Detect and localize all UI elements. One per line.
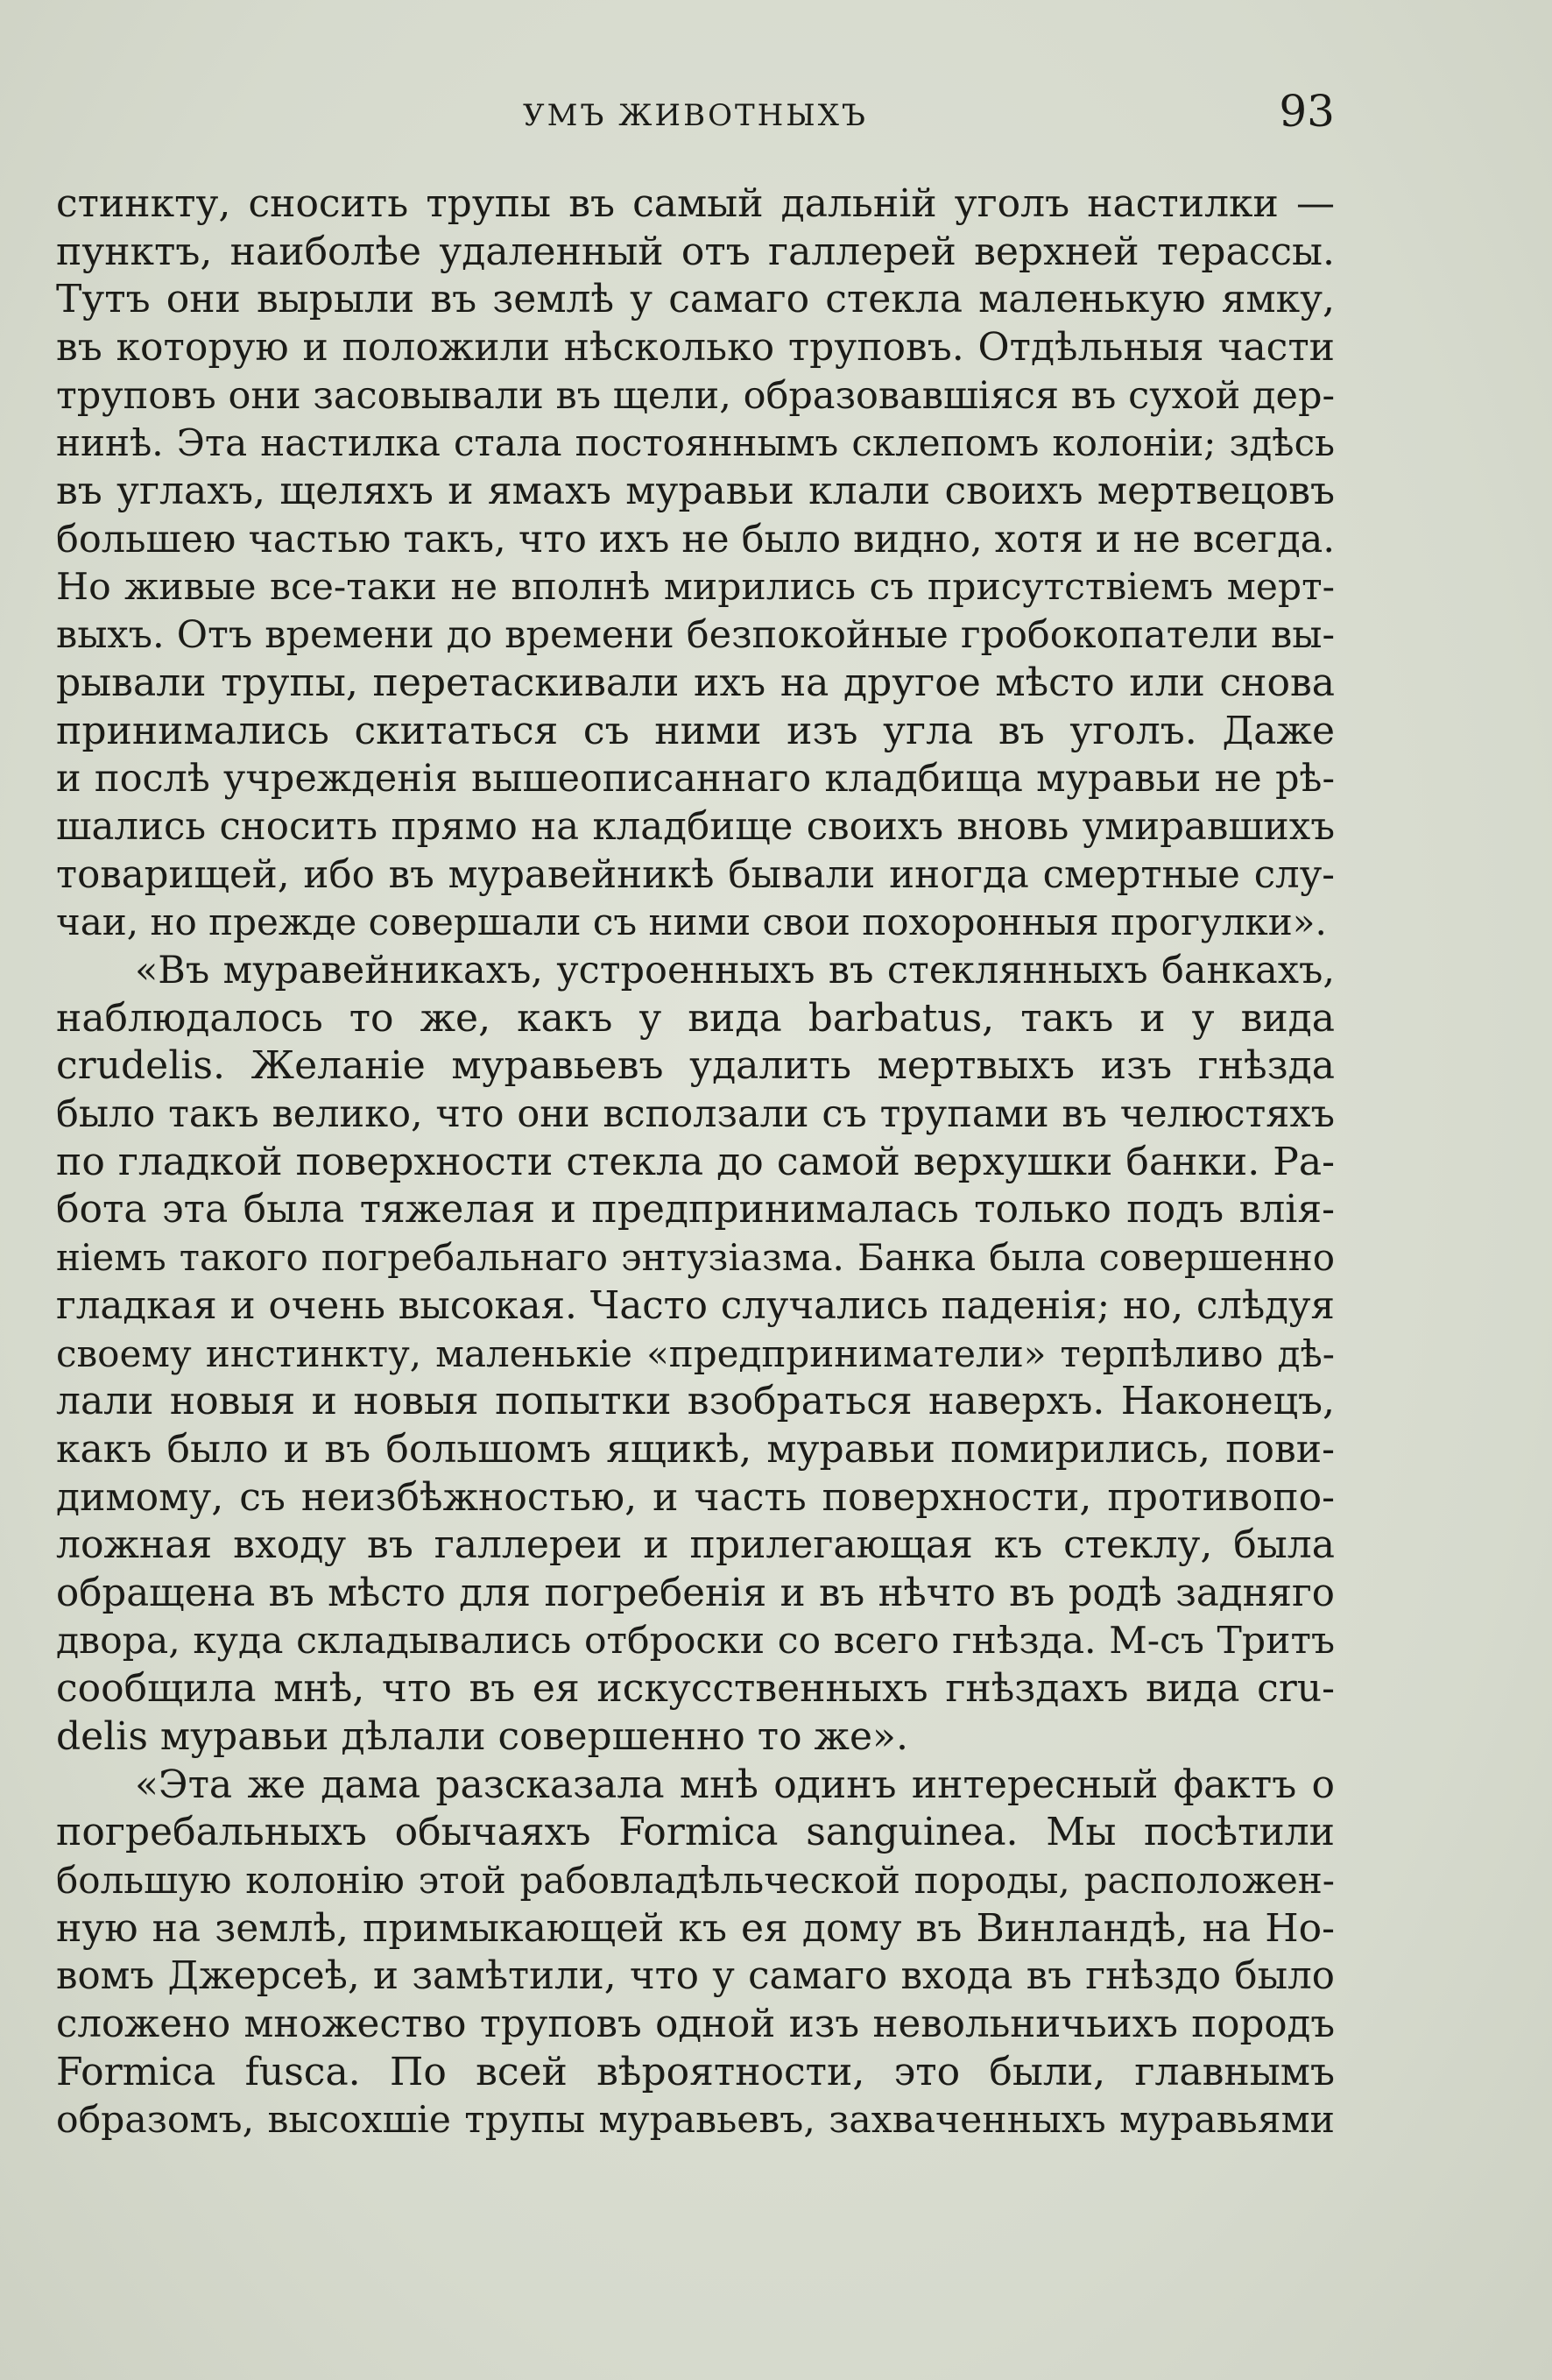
text-line: стинкту, сносить трупы въ самый дальній уголъ настилки — <box>56 181 1335 226</box>
text-line: ную на землѣ, примыкающей къ ея дому въ Винландѣ, на Но- <box>56 1905 1335 1951</box>
text-line: Тутъ они вырыли въ землѣ у самаго стекла маленькую ямку, <box>56 277 1335 322</box>
text-line: delis муравьи дѣлали совершенно то же». <box>56 1714 908 1759</box>
text-line: и послѣ учрежденія вышеописаннаго кладбища муравьи не рѣ- <box>56 757 1335 802</box>
text-line: шались сносить прямо на кладбище своихъ вновь умиравшихъ <box>56 804 1335 849</box>
text-line: образомъ, высохшіе трупы муравьевъ, захваченныхъ муравьями <box>56 2098 1335 2142</box>
text-line: crudelis. Желаніе муравьевъ удалить мертвыхъ изъ гнѣзда <box>56 1043 1335 1089</box>
text-line: ніемъ такого погребальнаго энтузіазма. Банка была совершенно <box>56 1236 1335 1280</box>
text-line: ложная входу въ галлереи и прилегающая къ стеклу, была <box>56 1522 1335 1568</box>
text-line: по гладкой поверхности стекла до самой верхушки банки. Ра- <box>56 1139 1335 1184</box>
text-line: рывали трупы, перетаскивали ихъ на другое мѣсто или снова <box>56 660 1335 705</box>
text-line: гладкая и очень высокая. Часто случались паденія; но, слѣдуя <box>56 1283 1335 1328</box>
text-line: димому, съ неизбѣжностью, и часть поверхности, противопо- <box>56 1474 1335 1520</box>
text-line: бота эта была тяжелая и предпринималась только подъ влія- <box>56 1187 1335 1232</box>
text-line: было такъ велико, что они всползали съ трупами въ челюстяхъ <box>56 1092 1335 1137</box>
running-title: УМЪ ЖИВОТНЫХЪ <box>523 98 868 133</box>
text-line: лали новыя и новыя попытки взобраться наверхъ. Наконецъ, <box>56 1379 1335 1424</box>
text-line: погребальныхъ обычаяхъ Formica sanguinea. Мы посѣтили <box>56 1810 1335 1855</box>
text-line: выхъ. Отъ времени до времени безпокойные гробокопатели вы- <box>56 613 1335 658</box>
text-line: Но живые все-таки не вполнѣ мирились съ присутствіемъ мерт- <box>56 565 1335 609</box>
text-line: нинѣ. Эта настилка стала постояннымъ склепомъ колоніи; здѣсь <box>56 421 1335 465</box>
text-line: двора, куда складывались отброски со всего гнѣзда. М-съ Тритъ <box>56 1619 1335 1663</box>
text-line: большую колонію этой рабовладѣльческой породы, расположен- <box>56 1859 1335 1903</box>
text-line: обращена въ мѣсто для погребенія и въ нѣчто въ родѣ задняго <box>56 1571 1335 1615</box>
text-line: въ углахъ, щеляхъ и ямахъ муравьи клали своихъ мертвецовъ <box>56 469 1335 514</box>
text-line: наблюдалось то же, какъ у вида barbatus, такъ и у вида <box>56 995 1335 1041</box>
text-line: какъ было и въ большомъ ящикѣ, муравьи помирились, пови- <box>56 1426 1335 1472</box>
text-line: труповъ они засовывали въ щели, образовавшіяся въ сухой дер- <box>56 373 1335 418</box>
text-line: большею частью такъ, что ихъ не было видно, хотя и не всегда. <box>56 517 1335 561</box>
text-line: «Эта же дама разсказала мнѣ одинъ интересный фактъ о <box>135 1762 1335 1807</box>
page-number: 93 <box>1279 86 1335 137</box>
page-header <box>56 86 1335 147</box>
text-line: принимались скитаться съ ними изъ угла въ уголъ. Даже <box>56 708 1335 753</box>
body-text <box>56 180 1335 2144</box>
text-line: въ которую и положили нѣсколько труповъ. Отдѣльныя части <box>56 325 1335 371</box>
text-line: пунктъ, наиболѣе удаленный отъ галлерей верхней терассы. <box>56 229 1335 274</box>
text-line: товарищей, ибо въ муравейникѣ бывали иногда смертные слу- <box>56 852 1335 897</box>
text-line: своему инстинкту, маленькіе «предприниматели» терпѣливо дѣ- <box>56 1331 1335 1375</box>
text-line: «Въ муравейникахъ, устроенныхъ въ стеклянныхъ банкахъ, <box>135 949 1335 992</box>
text-line: Formica fusca. По всей вѣроятности, это были, главнымъ <box>56 2049 1335 2094</box>
text-line: сложено множество труповъ одной изъ невольничьихъ породъ <box>56 2002 1335 2047</box>
text-line: чаи, но прежде совершали съ ними свои похоронныя прогулки». <box>56 900 1327 944</box>
text-line: сообщила мнѣ, что въ ея искусственныхъ гнѣздахъ вида cru- <box>56 1666 1335 1712</box>
text-line: вомъ Джерсеѣ, и замѣтили, что у самаго входа въ гнѣздо было <box>56 1954 1335 1999</box>
